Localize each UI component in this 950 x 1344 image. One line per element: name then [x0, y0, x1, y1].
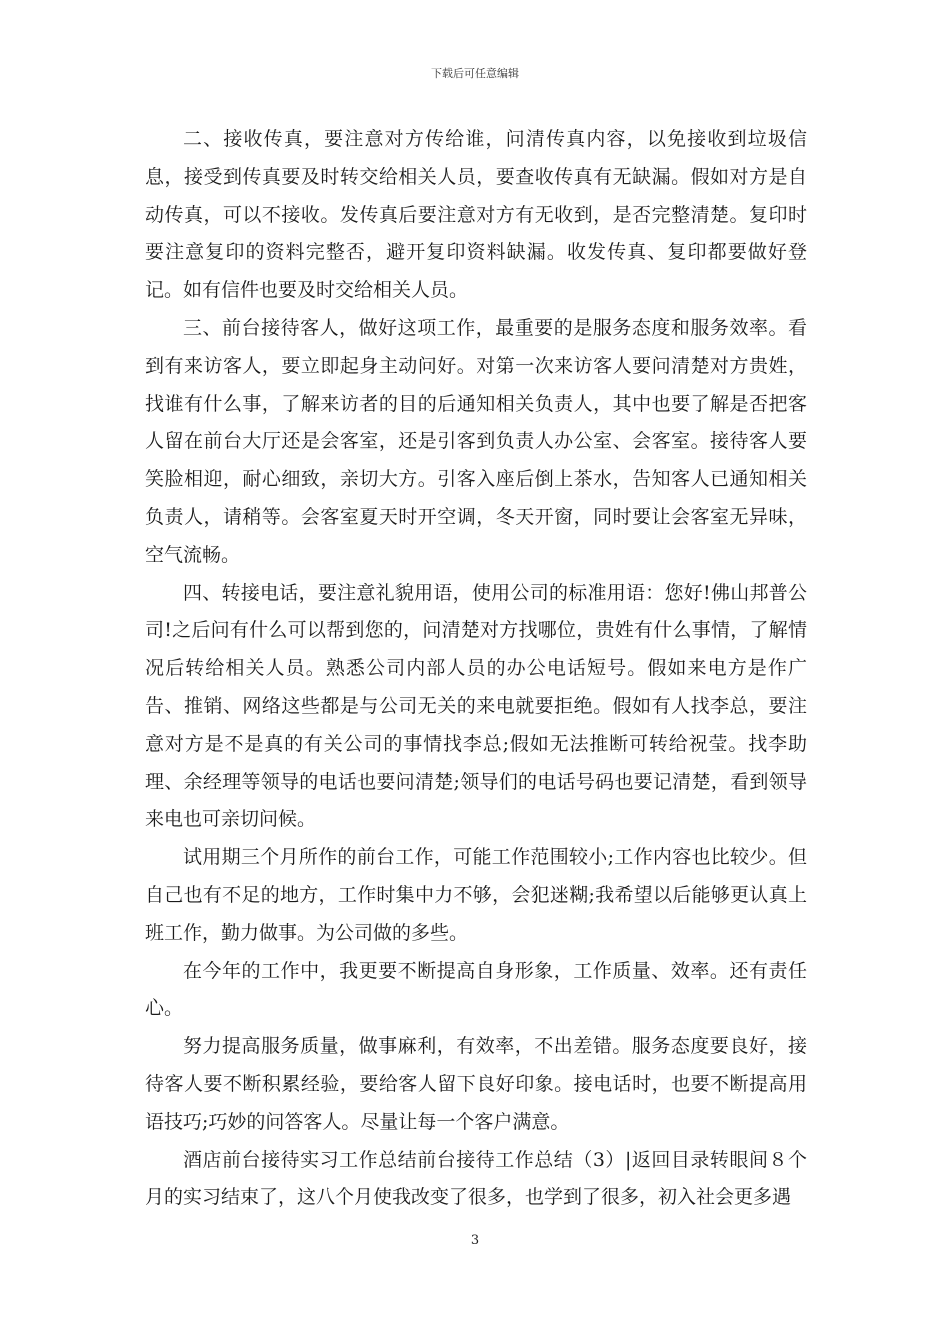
paragraph-probation: 试用期三个月所作的前台工作，可能工作范围较小;工作内容也比较少。但自己也有不足的地方，工作时集中力不够，会犯迷糊;我希望以后能够更认真上班工作，勤力做事。为公司做的多些。: [145, 846, 807, 944]
paragraph-reception: 三、前台接待客人，做好这项工作，最重要的是服务态度和服务效率。看到有来访客人，要立即起身主动问好。对第一次来访客人要问清楚对方贵姓，找谁有什么事，了解来访者的目的后通知相关负责人，其中也要了解是否把客人留在前台大厅还是会客室，还是引客到负责人办公室、会客室。接待客人要笑脸相迎，耐心细致，亲切大方。引客入座后倒上茶水，告知客人已通知相关负责人，请稍等。会客室夏天时开空调，冬天开窗，同时要让会客室无异味，空气流畅。: [145, 316, 807, 566]
paragraph-phone: 四、转接电话，要注意礼貌用语，使用公司的标准用语：您好!佛山邦普公司!之后问有什么可以帮到您的，问清楚对方找哪位，贵姓有什么事情，了解情况后转给相关人员。熟悉公司内部人员的办公电话短号。假如来电方是作广告、推销、网络这些都是与公司无关的来电就要拒绝。假如有人找李总，要注意对方是不是真的有关公司的事情找李总;假如无法推断可转给祝莹。找李助理、余经理等领导的电话也要问清楚;领导们的电话号码也要记清楚，看到领导来电也可亲切问候。: [145, 581, 807, 831]
page-number: 3: [470, 1233, 480, 1248]
page-header: 下载后可任意编辑: [431, 67, 519, 80]
paragraph-fax: 二、接收传真，要注意对方传给谁，问清传真内容，以免接收到垃圾信息，接受到传真要及时转交给相关人员，要查收传真有无缺漏。假如对方是自动传真，可以不接收。发传真后要注意对方有无收到，是否完整清楚。复印时要注意复印的资料完整否，避开复印资料缺漏。收发传真、复印都要做好登记。如有信件也要及时交给相关人员。: [145, 128, 807, 302]
paragraph-hotel-summary: 酒店前台接待实习工作总结前台接待工作总结（3）|返回目录转眼间８个月的实习结束了，这八个月使我改变了很多，也学到了很多，初入社会更多遇: [145, 1148, 807, 1209]
paragraph-service-quality: 努力提高服务质量，做事麻利，有效率，不出差错。服务态度要良好，接待客人要不断积累经验，要给客人留下良好印象。接电话时，也要不断提高用语技巧;巧妙的问答客人。尽量让每一个客户满意。: [145, 1035, 807, 1133]
paragraph-this-year: 在今年的工作中，我更要不断提高自身形象，工作质量、效率。还有责任心。: [145, 959, 807, 1020]
document-body: [145, 121, 807, 1217]
